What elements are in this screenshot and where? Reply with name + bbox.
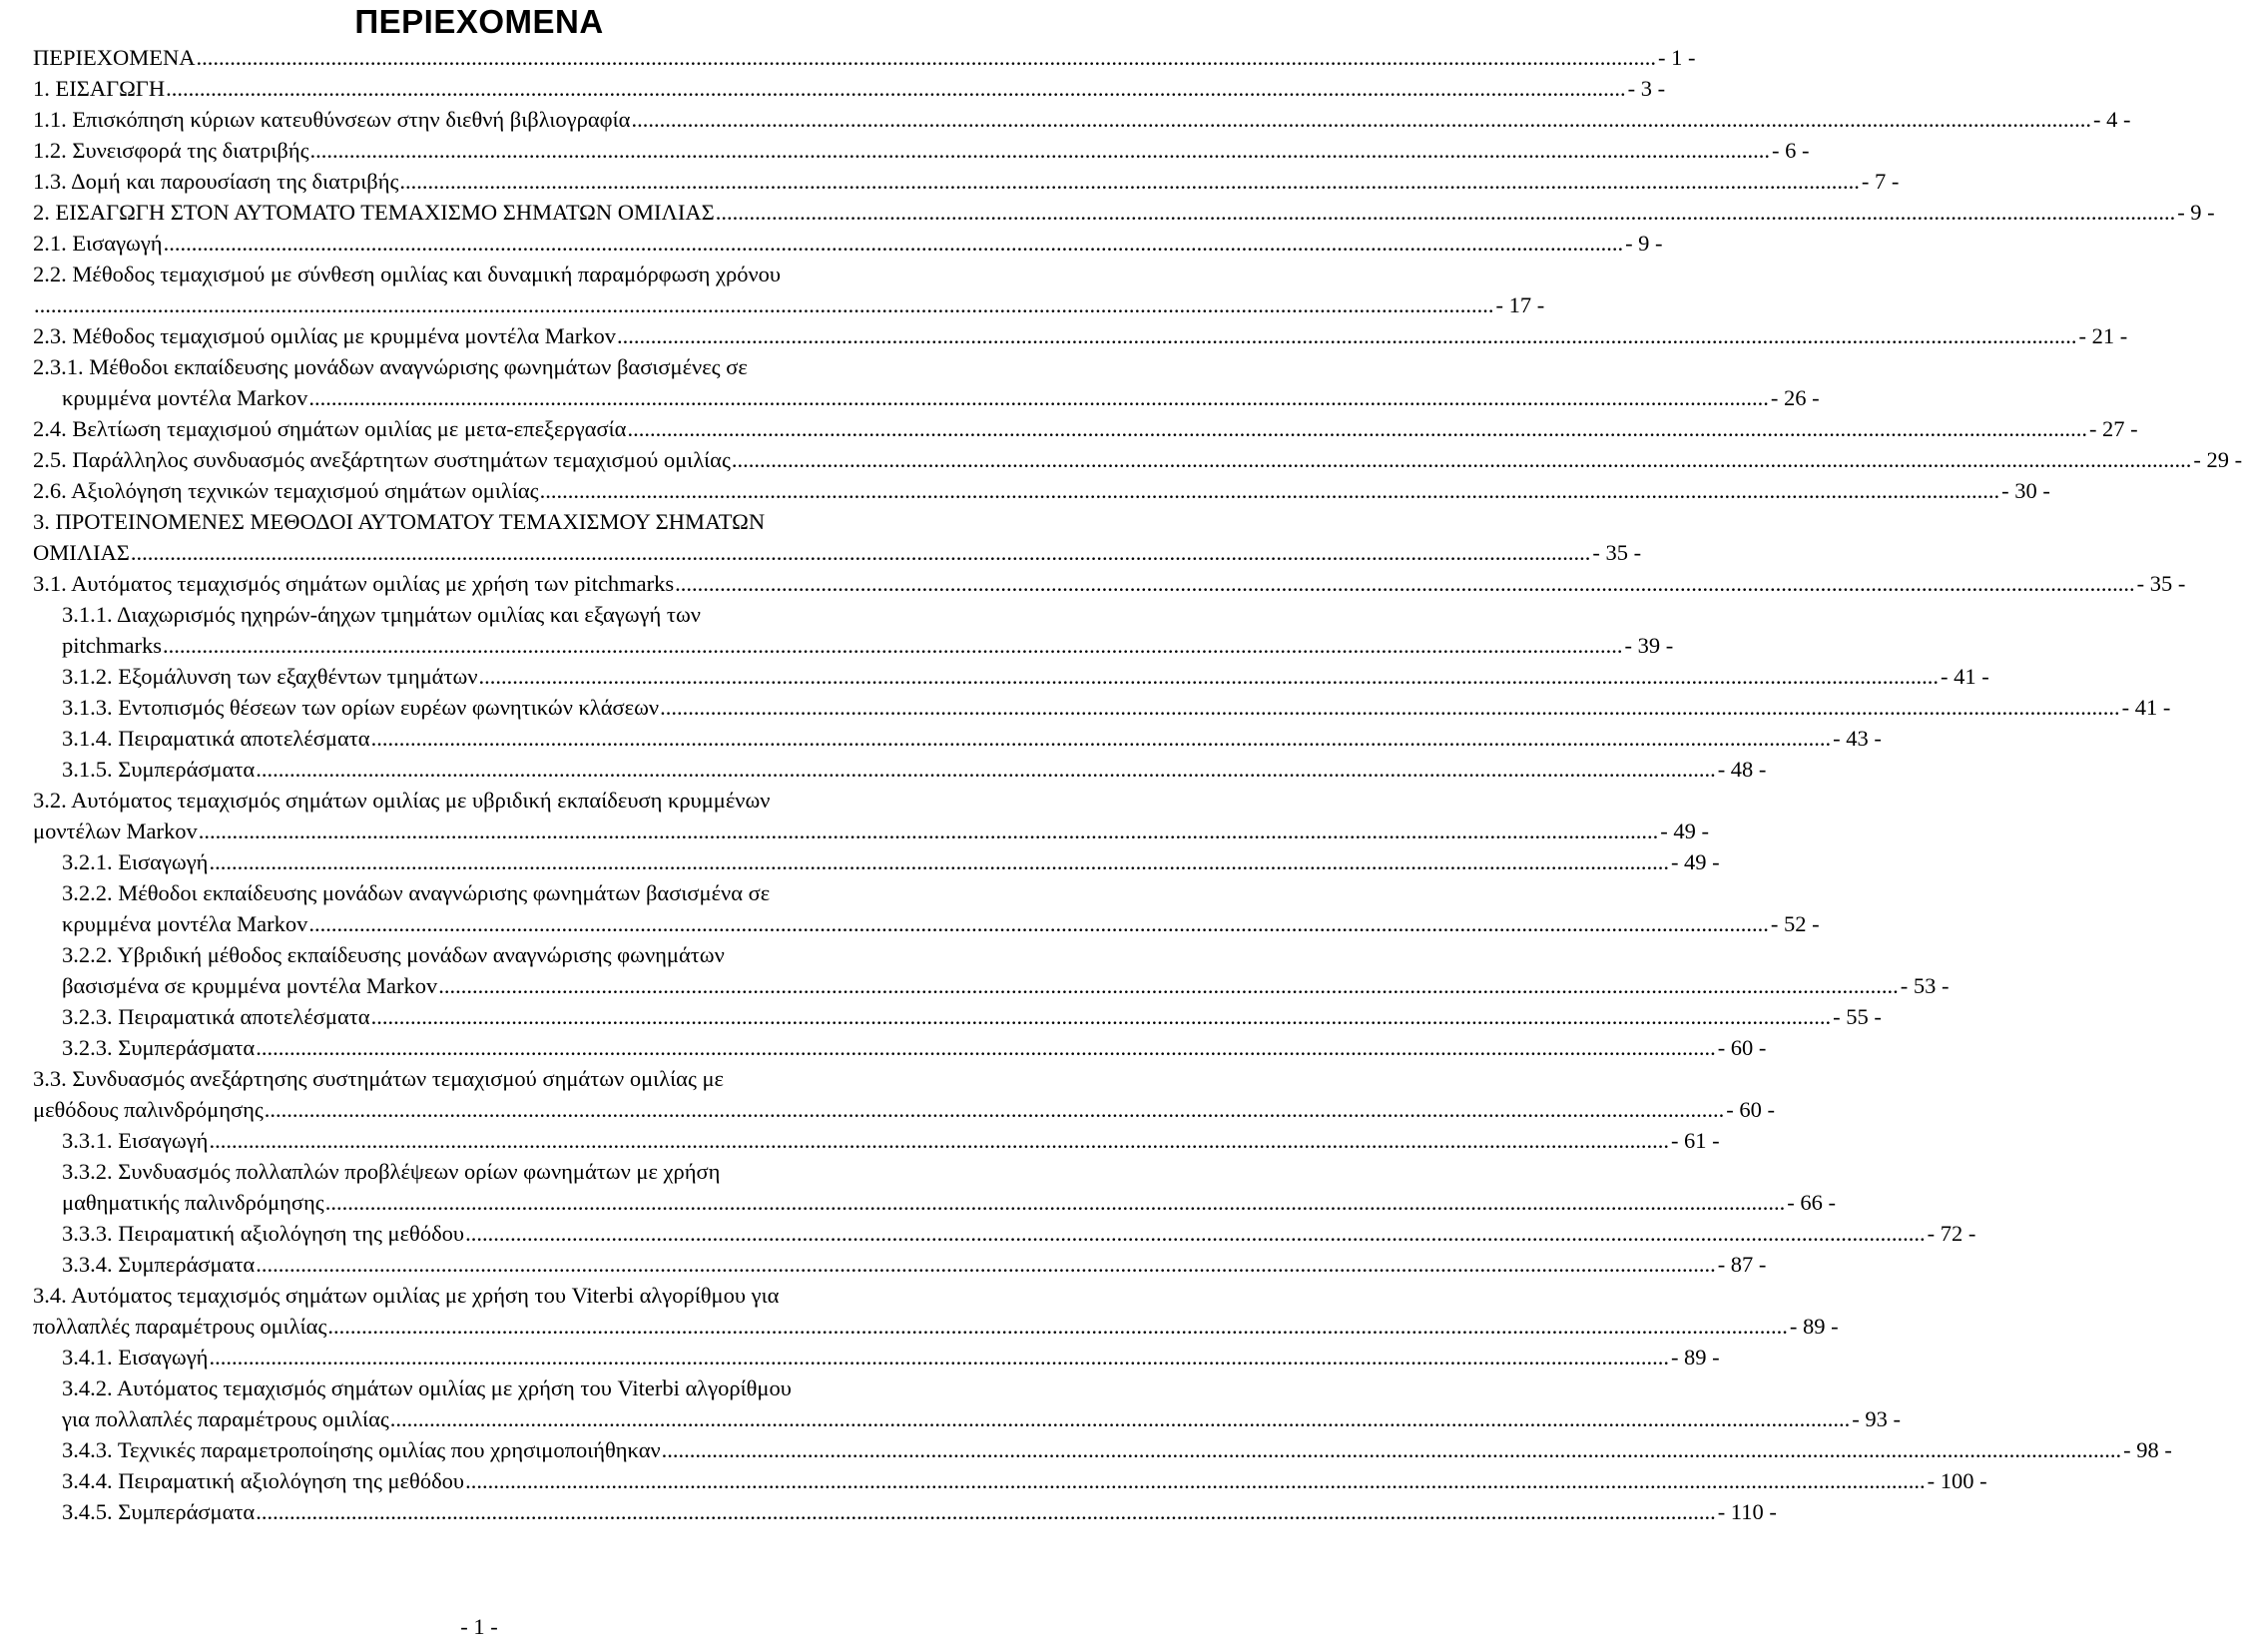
toc-entry[interactable]: 3.2.1. Εισαγωγή ..... - 49 -	[62, 846, 908, 877]
toc-entry[interactable]: 3.1.4. Πειραματικά αποτελέσματα ..... - 43 -	[62, 723, 908, 754]
toc-entry[interactable]: 3.1.2. Εξομάλυνση των εξαχθέντων τμημάτων ..... - 41 -	[62, 661, 908, 692]
toc-entry-continuation[interactable]: πολλαπλές παραμέτρους ομιλίας ..... - 89 -	[33, 1311, 908, 1342]
toc-entry[interactable]: 3.3.1. Εισαγωγή ..... - 61 -	[62, 1125, 908, 1156]
toc-entry-continuation[interactable]: κρυμμένα μοντέλα Markov ..... - 52 -	[62, 908, 908, 939]
page-number-footer: - 1 -	[460, 1614, 498, 1639]
toc-entry[interactable]: ΠΕΡΙΕΧΟΜΕΝΑ ..... - 1 -	[33, 42, 908, 73]
toc-entry[interactable]: 2.2. Μέθοδος τεμαχισμού με σύνθεση ομιλίας και δυναμική παραμόρφωση χρόνου	[33, 262, 782, 286]
toc-entry[interactable]: 3.4.4. Πειραματική αξιολόγηση της μεθόδου ..... - 100 -	[62, 1465, 908, 1496]
toc-entry[interactable]: 3.1.3. Εντοπισμός θέσεων των ορίων ευρέων φωνητικών κλάσεων ..... - 41 -	[62, 692, 908, 723]
toc-entry-continuation[interactable]: για πολλαπλές παραμέτρους ομιλίας ..... - 93 -	[62, 1403, 908, 1434]
toc-entry[interactable]: 3.1.1. Διαχωρισμός ηχηρών-άηχων τμημάτων ομιλίας και εξαγωγή των	[62, 602, 701, 627]
toc-entry[interactable]: 3.4. Αυτόματος τεμαχισμός σημάτων ομιλίας με χρήση του Viterbi αλγορίθμου για	[33, 1283, 780, 1308]
toc-entry[interactable]: 3.3.2. Συνδυασμός πολλαπλών προβλέψεων ορίων φωνημάτων με χρήση	[62, 1159, 721, 1184]
toc-entry-continuation[interactable]: κρυμμένα μοντέλα Markov ..... - 26 -	[62, 382, 908, 413]
toc-entry[interactable]: 2.1. Εισαγωγή ..... - 9 -	[33, 228, 908, 259]
toc-entry[interactable]: 3.4.2. Αυτόματος τεμαχισμός σημάτων ομιλίας με χρήση του Viterbi αλγορίθμου	[62, 1376, 792, 1400]
toc-entry[interactable]: 3.2. Αυτόματος τεμαχισμός σημάτων ομιλίας με υβριδική εκπαίδευση κρυμμένων	[33, 788, 771, 813]
toc-entry[interactable]: 3. ΠΡΟΤΕΙΝΟΜΕΝΕΣ ΜΕΘΟΔΟΙ ΑΥΤΟΜΑΤΟΥ ΤΕΜΑΧΙΣΜΟΥ ΣΗΜΑΤΩΝ	[33, 509, 766, 534]
toc-entry[interactable]: 1. ΕΙΣΑΓΩΓΗ ..... - 3 -	[33, 73, 908, 104]
toc-entry[interactable]: 3.3. Συνδυασμός ανεξάρτησης συστημάτων τεμαχισμού σημάτων ομιλίας με	[33, 1066, 725, 1091]
toc-entry[interactable]: 3.2.2. Υβριδική μέθοδος εκπαίδευσης μονάδων αναγνώρισης φωνημάτων	[62, 942, 725, 967]
toc-entry[interactable]: 3.3.4. Συμπεράσματα ..... - 87 -	[62, 1249, 908, 1280]
toc-entry[interactable]: 1.2. Συνεισφορά της διατριβής ..... - 6 -	[33, 135, 908, 166]
toc-entry[interactable]: 3.1. Αυτόματος τεμαχισμός σημάτων ομιλίας με χρήση των pitchmarks ..... - 35 -	[33, 568, 908, 599]
toc-entry[interactable]: 3.3.3. Πειραματική αξιολόγηση της μεθόδου ..... - 72 -	[62, 1218, 908, 1249]
toc-entry[interactable]: 3.4.5. Συμπεράσματα ..... - 110 -	[62, 1496, 908, 1527]
toc-entry[interactable]: 2.3.1. Μέθοδοι εκπαίδευσης μονάδων αναγνώρισης φωνημάτων βασισμένες σε	[33, 354, 748, 379]
toc-entry-continuation[interactable]: μοντέλων Markov ..... - 49 -	[33, 816, 908, 846]
toc-entry-continuation[interactable]: μεθόδους παλινδρόμησης ..... - 60 -	[33, 1094, 908, 1125]
toc-entry-continuation[interactable]: ..... - 17 -	[33, 289, 908, 320]
toc-entry-continuation[interactable]: ΟΜΙΛΙΑΣ ..... - 35 -	[33, 537, 908, 568]
page-title: ΠΕΡΙΕΧΟΜΕΝΑ	[354, 3, 604, 40]
toc-entry[interactable]: 3.4.3. Τεχνικές παραμετροποίησης ομιλίας που χρησιμοποιήθηκαν ..... - 98 -	[62, 1434, 908, 1465]
toc-entry[interactable]: 3.1.5. Συμπεράσματα ..... - 48 -	[62, 754, 908, 785]
toc-entry[interactable]: 3.4.1. Εισαγωγή ..... - 89 -	[62, 1342, 908, 1373]
toc-entry[interactable]: 2.3. Μέθοδος τεμαχισμού ομιλίας με κρυμμένα μοντέλα Markov ..... - 21 -	[33, 320, 908, 351]
toc-entry[interactable]: 3.2.2. Μέθοδοι εκπαίδευσης μονάδων αναγνώρισης φωνημάτων βασισμένα σε	[62, 880, 771, 905]
toc-entry[interactable]: 3.2.3. Συμπεράσματα ..... - 60 -	[62, 1032, 908, 1063]
toc-entry[interactable]: 2.4. Βελτίωση τεμαχισμού σημάτων ομιλίας με μετα-επεξεργασία ..... - 27 -	[33, 413, 908, 444]
toc-entry[interactable]: 2.5. Παράλληλος συνδυασμός ανεξάρτητων συστημάτων τεμαχισμού ομιλίας ..... - 29 -	[33, 444, 908, 475]
toc-entry-continuation[interactable]: μαθηματικής παλινδρόμησης ..... - 66 -	[62, 1187, 908, 1218]
toc-entry-continuation[interactable]: βασισμένα σε κρυμμένα μοντέλα Markov ..... - 53 -	[62, 970, 908, 1001]
toc-entry[interactable]: 1.3. Δομή και παρουσίαση της διατριβής ..... - 7 -	[33, 166, 908, 197]
toc-entry[interactable]: 1.1. Επισκόπηση κύριων κατευθύνσεων στην διεθνή βιβλιογραφία ..... - 4 -	[33, 104, 908, 135]
toc-entry-continuation[interactable]: pitchmarks ..... - 39 -	[62, 630, 908, 661]
toc-entry[interactable]: 2.6. Αξιολόγηση τεχνικών τεμαχισμού σημάτων ομιλίας ..... - 30 -	[33, 475, 908, 506]
toc-entry[interactable]: 3.2.3. Πειραματικά αποτελέσματα ..... - 55 -	[62, 1001, 908, 1032]
toc-entry[interactable]: 2. ΕΙΣΑΓΩΓΗ ΣΤΟΝ ΑΥΤΟΜΑΤΟ ΤΕΜΑΧΙΣΜΟ ΣΗΜΑΤΩΝ ΟΜΙΛΙΑΣ ..... - 9 -	[33, 197, 908, 228]
